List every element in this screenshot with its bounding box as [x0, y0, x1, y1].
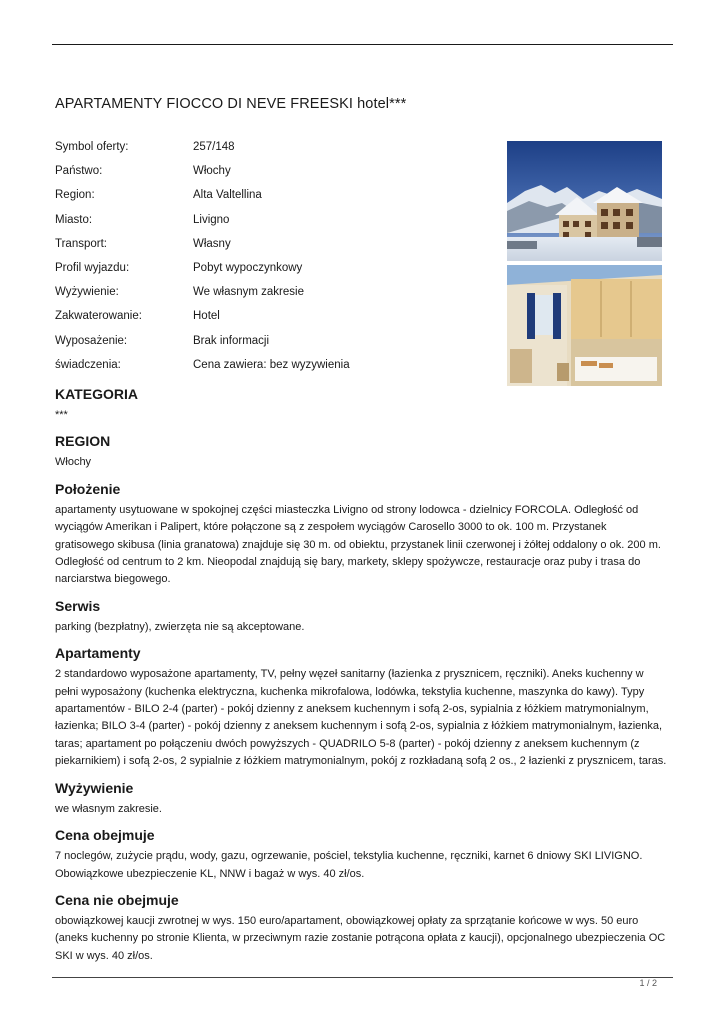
field-label: Transport: [55, 237, 107, 250]
section-text: we własnym zakresie. [55, 802, 162, 815]
section-heading: Położenie [55, 480, 121, 497]
section-heading: Cena nie obejmuje [55, 891, 179, 908]
section-region [55, 432, 667, 471]
field-value: Cena zawiera: bez wyzywienia [193, 358, 350, 371]
field-row [55, 310, 495, 334]
section-heading: Apartamenty [55, 645, 141, 662]
section-heading: Wyżywienie [55, 779, 134, 796]
section-heading: KATEGORIA [55, 386, 138, 402]
section-wyzywienie [55, 779, 667, 818]
field-row [55, 286, 495, 310]
field-label: Region: [55, 189, 95, 202]
field-value: Pobyt wypoczynkowy [193, 261, 303, 274]
field-label: świadczenia: [55, 358, 121, 371]
field-label: Miasto: [55, 213, 93, 226]
field-value: Hotel [193, 310, 220, 323]
field-value: Alta Valtellina [193, 189, 262, 202]
field-label: Symbol oferty: [55, 141, 129, 153]
field-row [55, 214, 495, 238]
section-text: 2 standardowo wyposażone apartamenty, TV, pełny węzeł sanitarny (łazienka z prysznicem, ręczniki). Aneks kuchenny w pełni wyposażony (kuchenka elektryczna, kuchenka mikrofalowa, lodówka, tekstylia kuchenne, maszynka do kawy). Typy apartamentów - BILO 2-4 (parter) - pokój dzienny z aneksem kuchennym i sofą 2-os, sypialnia z łóżkiem matrymonialnym, łazienka; BILO 3-4 (parter) - pokój dzienny z aneksem kuchennym i sofą 2-os, sypialnia z łóżkiem matrymonialnym, łazienka, taras; apartament po połączeniu dwóch powyższych - QUADRILO 5-8 (parter) - pokój dzienny z aneksem kuchennym (z piekarnikiem) i sofą 2-os, 2 sypialnie z łóżkiem matrymonialnym, pokój z rozkładaną sofą 2 os., 2 łazienki z prysznicem, taras. [55, 668, 667, 768]
section-cena-nie-obejmuje [55, 891, 667, 965]
section-text: *** [55, 409, 68, 421]
offer-details-table [55, 141, 495, 383]
field-row [55, 141, 495, 165]
section-text: Włochy [55, 456, 92, 469]
offer-title: APARTAMENTY FIOCCO DI NEVE FREESKI hotel*** [55, 96, 407, 112]
section-text: apartamenty usytuowane w spokojnej części miasteczka Livigno od strony lodowca - dzielnicy FORCOLA. Odległość od wyciągów Amerikan i Palipert, które połączone są z zespołem wyciągów Carosello 3000 to ok. 100 m. Przystanek gratisowego skibusa (linia granatowa) znajduje się 30 m. od obiektu, przystanek linii czerwonej i żółtej oddalony o ok. 200 m. Odległość od centrum to 2 km. Nieopodal znajdują się bary, markety, sklepy spożywcze, restauracje oraz puby i trasa do narciarstwa biegowego. [55, 503, 661, 586]
hotel-exterior-photo [507, 141, 662, 261]
field-row [55, 335, 495, 359]
page-number: 1 / 2 [639, 978, 657, 988]
section-apartamenty [55, 644, 667, 770]
field-row [55, 359, 495, 383]
section-heading: REGION [55, 433, 111, 450]
field-row [55, 262, 495, 286]
top-rule [52, 44, 673, 45]
section-text: parking (bezpłatny), zwierzęta nie są akceptowane. [55, 620, 305, 633]
field-label: Wyżywienie: [55, 286, 119, 299]
field-label: Profil wyjazdu: [55, 261, 130, 274]
field-value: Brak informacji [193, 334, 270, 347]
offer-description [55, 385, 667, 965]
section-cena-obejmuje [55, 826, 667, 883]
field-value: Włochy [193, 165, 231, 178]
section-kategoria [55, 385, 667, 424]
section-text: 7 noclegów, zużycie prądu, wody, gazu, ogrzewanie, pościel, tekstylia kuchenne, ręczniki, karnet 6 dniowy SKI LIVIGNO. Obowiązkowe ubezpieczenie KL, NNW i bagaż w wys. 40 zł/os. [55, 850, 643, 880]
section-text: obowiązkowej kaucji zwrotnej w wys. 150 euro/apartament, obowiązkowej opłaty za sprzątanie końcowe w wys. 50 euro (aneks kuchenny po stronie Klienta, w przeciwnym razie zostanie potrącona opłata z kaucji), opcjonalnego ubezpieczenia OC SKI w wys. 40 zł/os. [55, 914, 666, 962]
field-value: 257/148 [193, 141, 235, 153]
section-heading: Serwis [55, 597, 101, 614]
field-row [55, 189, 495, 213]
bottom-rule [52, 977, 673, 978]
field-label: Wyposażenie: [55, 334, 128, 347]
field-label: Zakwaterowanie: [55, 310, 142, 323]
field-value: Livigno [193, 213, 230, 226]
field-label: Państwo: [55, 165, 103, 178]
section-heading: Cena obejmuje [55, 827, 155, 844]
field-row [55, 165, 495, 189]
field-value: Własny [193, 237, 231, 250]
apartment-bedroom-photo [507, 265, 662, 386]
field-row [55, 238, 495, 262]
section-polozenie [55, 480, 667, 589]
field-value: We własnym zakresie [193, 286, 304, 299]
section-serwis [55, 597, 667, 636]
